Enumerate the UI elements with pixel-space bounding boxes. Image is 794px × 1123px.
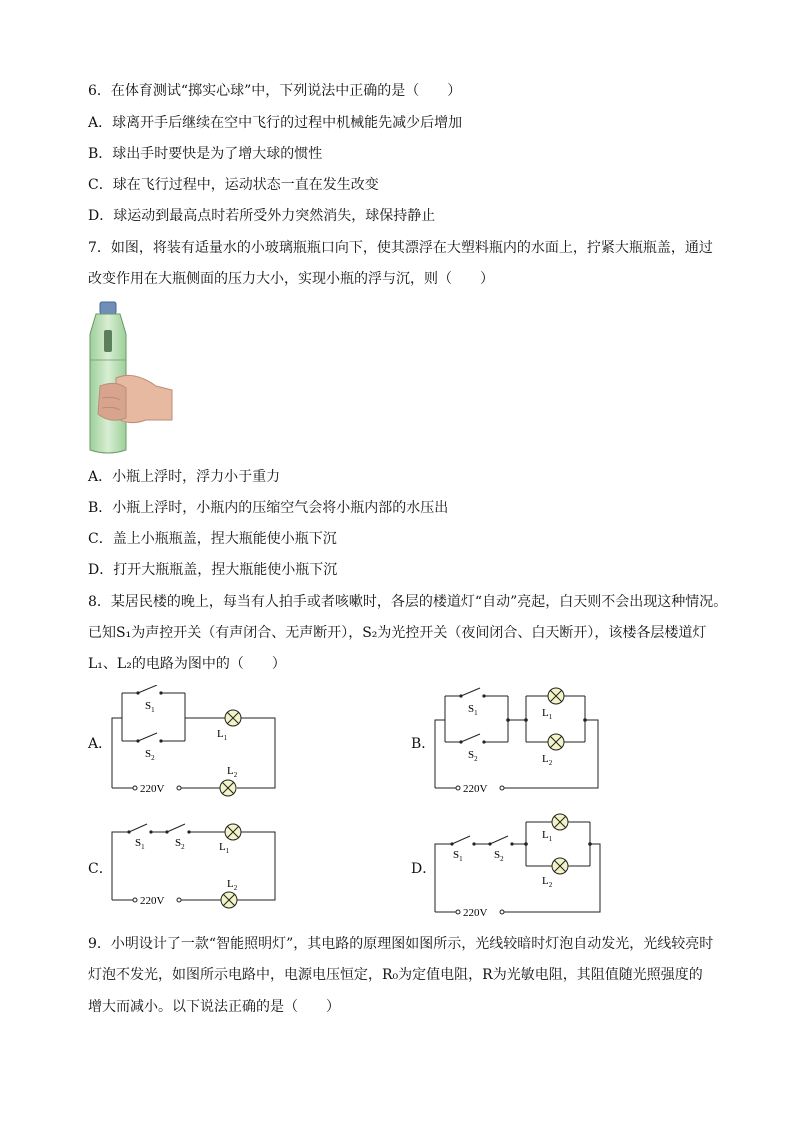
q9-stem-line1: 9．小明设计了一款“智能照明灯”，其电路的原理图如图所示，光线较暗时灯泡自动发光，光线较亮时 <box>88 936 714 952</box>
q8-option-a-label: A． <box>88 736 113 752</box>
q7-option-a: A．小瓶上浮时，浮力小于重力 <box>88 469 281 485</box>
d-s2-label: $S_2$ <box>494 849 504 863</box>
a-s2-label: $S_2$ <box>145 748 155 762</box>
circuit-b <box>428 682 608 800</box>
a-l2-label: $L_2$ <box>227 765 238 779</box>
q7-stem-line1: 7．如图，将装有适量水的小玻璃瓶瓶口向下，使其漂浮在大塑料瓶内的水面上，拧紧大瓶瓶盖，通过 <box>88 240 713 256</box>
q8-option-c-label: C． <box>88 861 113 877</box>
q8-stem-line2: 已知S₁为声控开关（有声闭合、无声断开），S₂为光控开关（夜间闭合、白天断开），该楼各层楼道灯 <box>88 625 707 641</box>
circuit-c <box>105 815 285 923</box>
c-l2-label: $L_2$ <box>227 878 238 892</box>
d-voltage-label: 220V <box>463 907 488 919</box>
a-voltage-label: 220V <box>140 783 165 795</box>
q6-option-a: A．球离开手后继续在空中飞行的过程中机械能先减少后增加 <box>88 115 463 131</box>
d-s1-label: $S_1$ <box>453 849 463 863</box>
q9-stem-line2: 灯泡不发光，如图所示电路中，电源电压恒定，R₀为定值电阻，R为光敏电阻，其阻值随光照强度的 <box>88 967 703 983</box>
q7-option-d: D．打开大瓶瓶盖，捏大瓶能使小瓶下沉 <box>88 562 338 578</box>
q9-stem-line3: 增大而减小。以下说法正确的是（ ） <box>88 999 340 1015</box>
b-s1-label: $S_1$ <box>468 703 478 717</box>
b-s2-label: $S_2$ <box>468 749 478 763</box>
a-s1-label: $S_1$ <box>145 700 155 714</box>
d-l1-label: $L_1$ <box>542 829 553 843</box>
q7-stem-line2: 改变作用在大瓶侧面的压力大小，实现小瓶的浮与沉，则（ ） <box>88 271 494 287</box>
circuit-d <box>428 812 608 920</box>
c-s1-label: $S_1$ <box>135 837 145 851</box>
c-voltage-label: 220V <box>140 895 165 907</box>
q8-stem-line3: L₁、L₂的电路为图中的（ ） <box>88 656 286 672</box>
q8-option-b-label: B． <box>411 736 436 752</box>
b-l1-label: $L_1$ <box>542 707 553 721</box>
c-l1-label: $L_1$ <box>219 841 230 855</box>
q6-option-c: C．球在飞行过程中，运动状态一直在发生改变 <box>88 177 379 193</box>
circuit-a <box>105 685 285 800</box>
c-s2-label: $S_2$ <box>175 837 185 851</box>
q7-option-c: C．盖上小瓶瓶盖，捏大瓶能使小瓶下沉 <box>88 531 337 547</box>
bottle-hand-figure <box>86 300 178 456</box>
q6-option-d: D．球运动到最高点时若所受外力突然消失，球保持静止 <box>88 208 436 224</box>
b-voltage-label: 220V <box>463 783 488 795</box>
q8-option-d-label: D． <box>411 861 437 877</box>
q6-stem: 6．在体育测试“掷实心球”中，下列说法中正确的是（ ） <box>88 83 462 99</box>
q7-option-b: B．小瓶上浮时，小瓶内的压缩空气会将小瓶内部的水压出 <box>88 500 449 516</box>
q8-stem-line1: 8．某居民楼的晚上，每当有人拍手或者咳嗽时，各层的楼道灯“自动”亮起，白天则不会出现这种情况。 <box>88 594 728 610</box>
b-l2-label: $L_2$ <box>542 753 553 767</box>
d-l2-label: $L_2$ <box>542 875 553 889</box>
a-l1-label: $L_1$ <box>217 728 228 742</box>
q6-option-b: B．球出手时要快是为了增大球的惯性 <box>88 146 323 162</box>
